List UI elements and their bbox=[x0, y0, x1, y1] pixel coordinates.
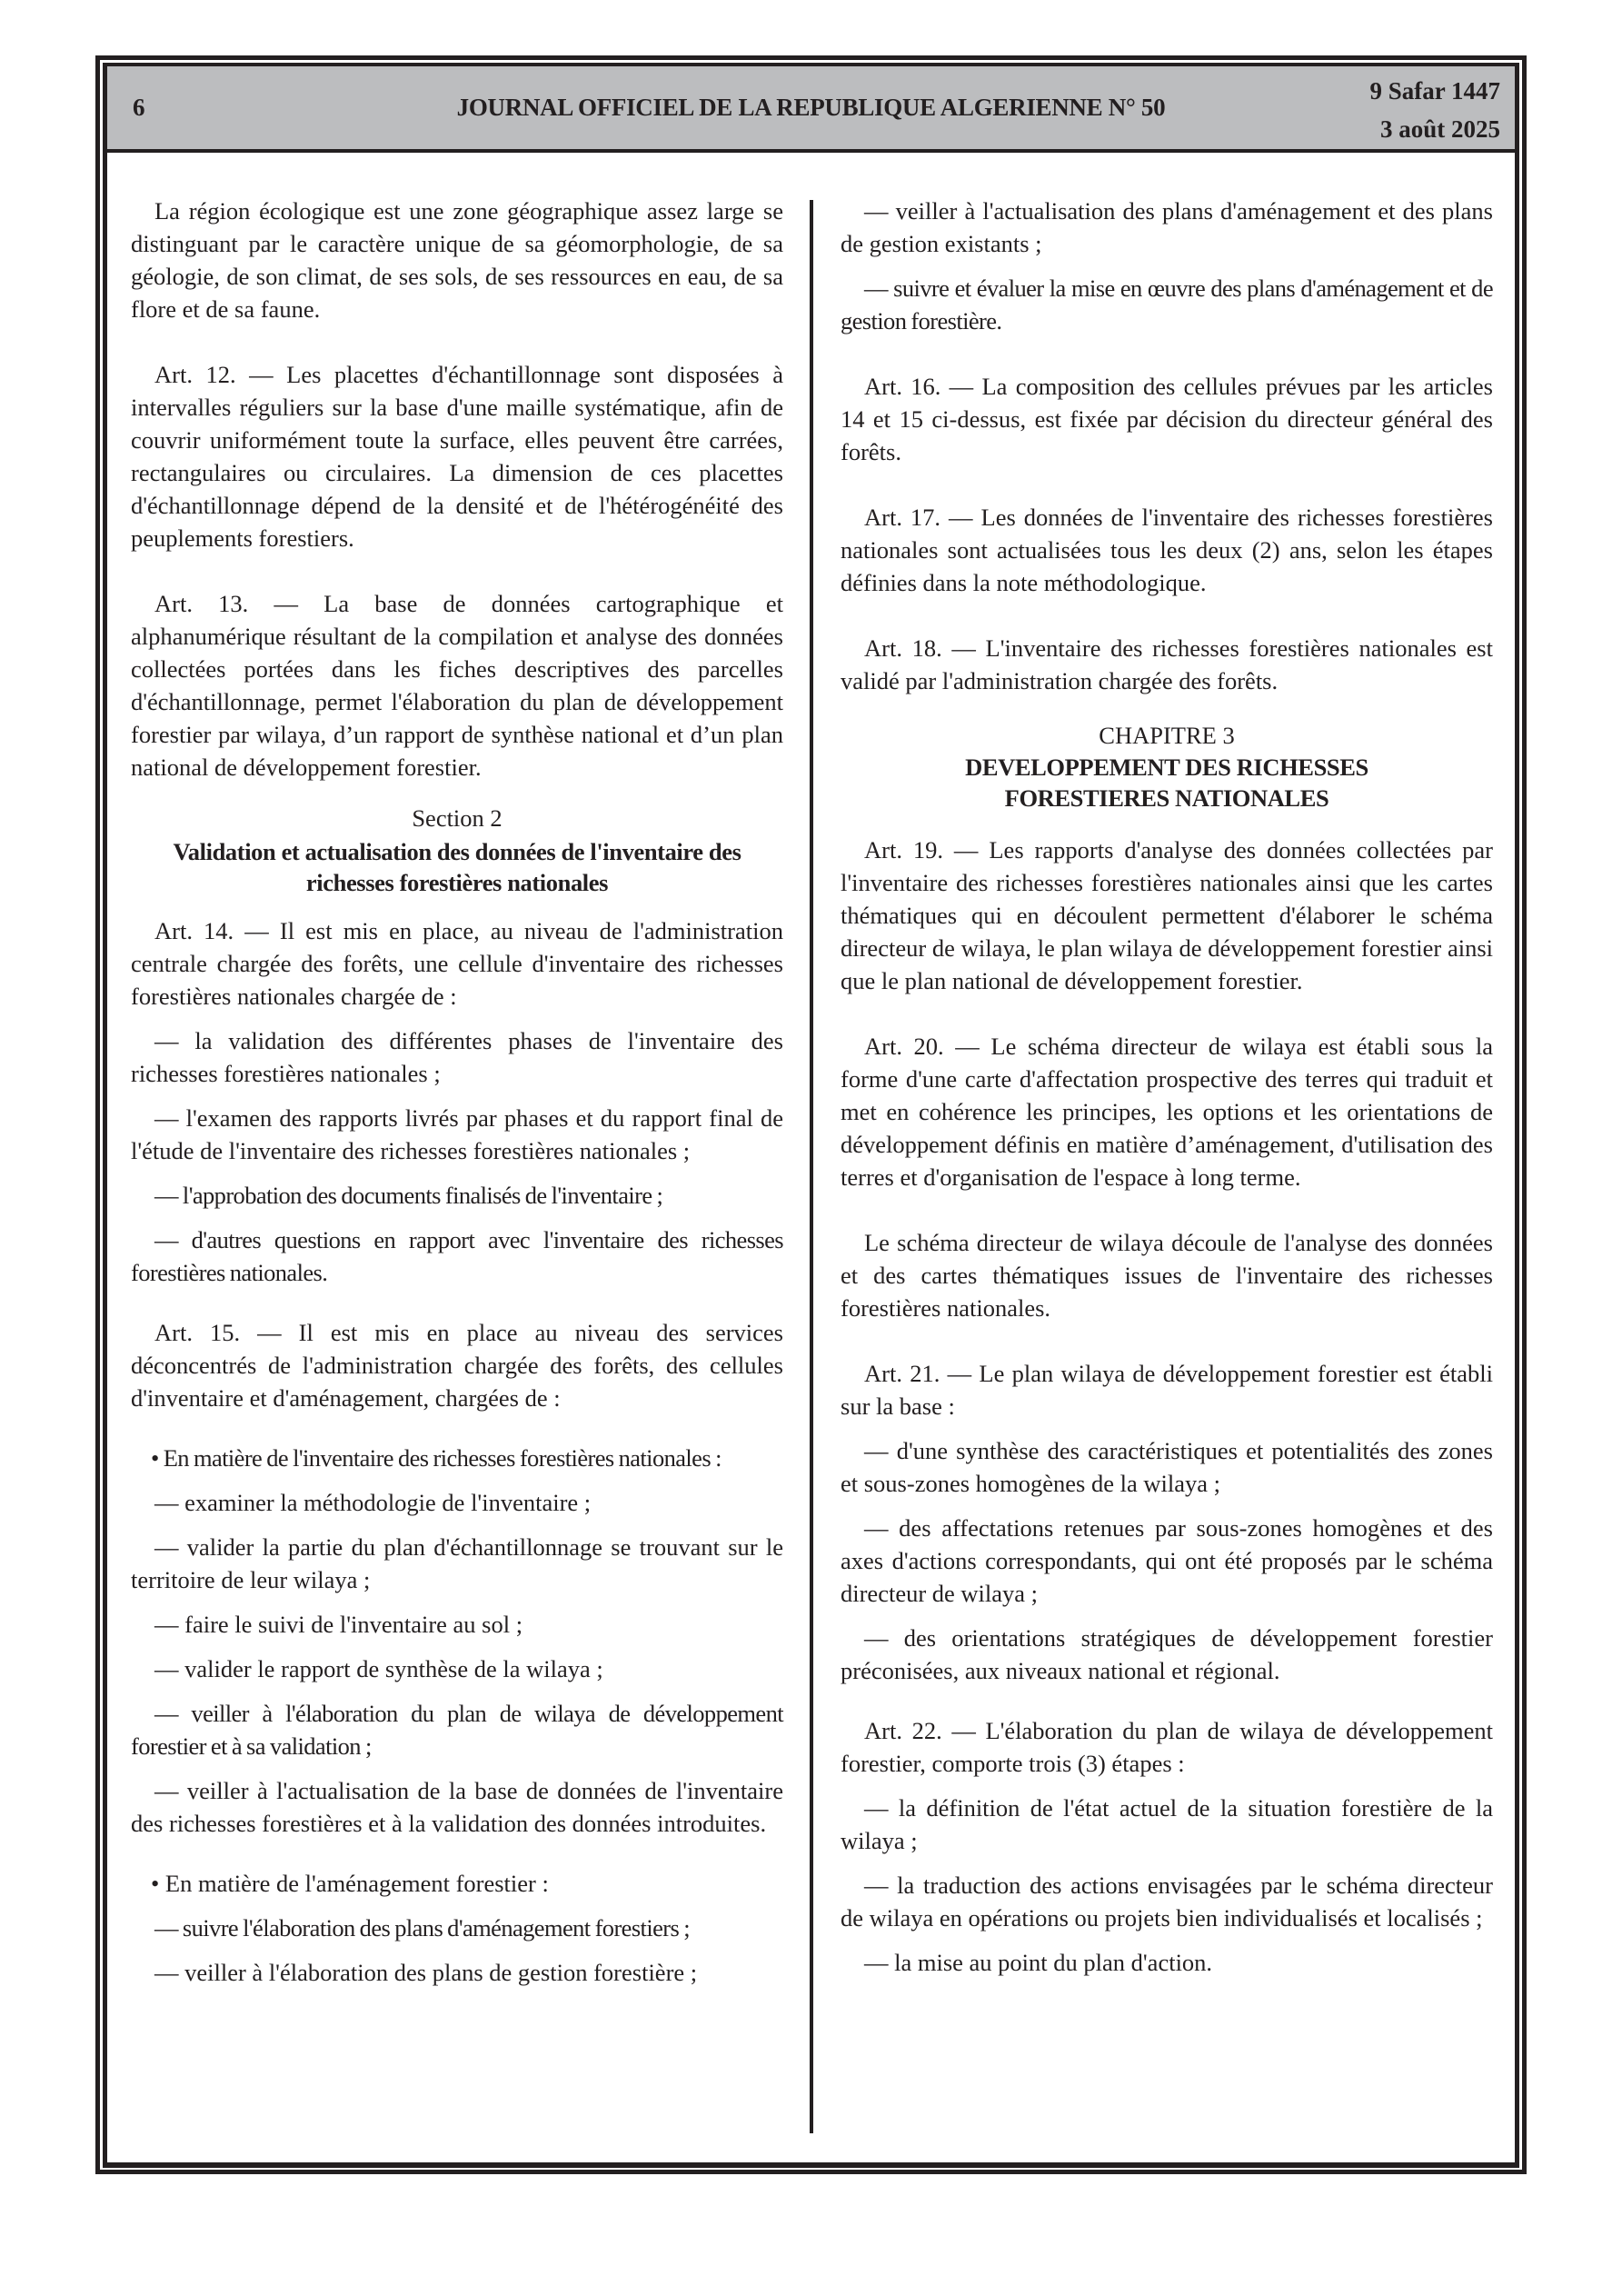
article-16: Art. 16. — La composition des cellules prévues par les articles 14 et 15 ci-dessus, est fixée par décision du directeur général des forêts. bbox=[841, 373, 1493, 465]
page-number: 6 bbox=[133, 94, 145, 121]
journal-title: JOURNAL OFFICIEL DE LA REPUBLIQUE ALGERIENNE N° 50 bbox=[456, 94, 1166, 121]
amenagement-item: — veiller à l'élaboration des plans de gestion forestière ; bbox=[154, 1959, 698, 1986]
article-17: Art. 17. — Les données de l'inventaire des richesses forestières nationales sont actualisées tous les deux (2) ans, selon les étapes définies dans la note méthodologique. bbox=[841, 504, 1493, 596]
left-column bbox=[131, 195, 783, 1989]
inventaire-item: — examiner la méthodologie de l'inventaire ; bbox=[154, 1489, 592, 1516]
chapter-title-line-2: FORESTIERES NATIONALES bbox=[1004, 784, 1329, 812]
article-20: Art. 20. — Le schéma directeur de wilaya est établi sous la forme d'une carte d'affectation prospective des terres qui traduit et met en cohérence les principes, les options et les orientations de développement définis en matière d’aménagement, d'utilisation des terres et d'organisation de l'espace à long terme. bbox=[841, 1033, 1493, 1191]
section-label: Section 2 bbox=[412, 804, 503, 832]
article-21-item: — des orientations stratégiques de développement forestier préconisées, aux niveaux national et régional. bbox=[841, 1624, 1493, 1684]
bullet-inventaire: • En matière de l'inventaire des richesses forestières nationales : bbox=[151, 1444, 721, 1472]
article-14-item: — d'autres questions en rapport avec l'inventaire des richesses forestières nationales. bbox=[131, 1226, 783, 1286]
right-column bbox=[841, 195, 1493, 1979]
inventaire-item: — faire le suivi de l'inventaire au sol ; bbox=[154, 1611, 523, 1638]
bullet-amenagement: • En matière de l'aménagement forestier : bbox=[151, 1870, 549, 1897]
article-14-item: — l'examen des rapports livrés par phases et du rapport final de l'étude de l'inventaire des richesses forestières nationales ; bbox=[131, 1104, 783, 1164]
article-22-item: — la mise au point du plan d'action. bbox=[864, 1949, 1213, 1976]
chapter-label: CHAPITRE 3 bbox=[1099, 722, 1235, 749]
article-20-paragraph-2: Le schéma directeur de wilaya découle de l'analyse des données et des cartes thématiques issues de l'inventaire des richesses forestières nationales. bbox=[841, 1229, 1493, 1322]
article-14-item: — l'approbation des documents finalisés de l'inventaire ; bbox=[154, 1182, 663, 1209]
article-14: Art. 14. — Il est mis en place, au niveau de l'administration centrale chargée des forêts, une cellule d'inventaire des richesses forestières nationales chargée de : bbox=[131, 917, 783, 1010]
column-divider bbox=[810, 200, 813, 2133]
article-19: Art. 19. — Les rapports d'analyse des données collectées par l'inventaire des richesses forestières nationales ainsi que les cartes thématiques qui en découlent permettent d'élaborer le schéma directeur de wilaya, le plan wilaya de développement forestier ainsi que le plan national de développement forestier. bbox=[841, 836, 1493, 994]
date-hijri: 9 Safar 1447 bbox=[1369, 77, 1500, 105]
amenagement-item: — veiller à l'actualisation des plans d'aménagement et des plans de gestion existants ; bbox=[841, 197, 1493, 257]
inventaire-item: — veiller à l'actualisation de la base de données de l'inventaire des richesses forestières et à la validation des données introduites. bbox=[131, 1777, 783, 1837]
article-21: Art. 21. — Le plan wilaya de développement forestier est établi sur la base : bbox=[841, 1360, 1493, 1420]
issue-date bbox=[1369, 72, 1500, 148]
article-12: Art. 12. — Les placettes d'échantillonnage sont disposées à intervalles réguliers sur la base d'une maille systématique, afin de couvrir uniformément toute la surface, elles peuvent être carrées, rectangulaires ou circulaires. La dimension de ces placettes d'échantillonnage dépend de la densité et de l'hétérogénéité des peuplements forestiers. bbox=[131, 361, 783, 552]
article-14-item: — la validation des différentes phases de l'inventaire des richesses forestières nationales ; bbox=[131, 1027, 783, 1087]
date-gregorian: 3 août 2025 bbox=[1379, 115, 1500, 143]
page-header bbox=[107, 66, 1515, 153]
inventaire-item: — valider la partie du plan d'échantillonnage se trouvant sur le territoire de leur wilaya ; bbox=[131, 1533, 783, 1593]
inventaire-item: — valider le rapport de synthèse de la wilaya ; bbox=[154, 1655, 603, 1682]
inventaire-item: — veiller à l'élaboration du plan de wilaya de développement forestier et à sa validation ; bbox=[131, 1700, 783, 1760]
article-21-item: — d'une synthèse des caractéristiques et potentialités des zones et sous-zones homogènes de la wilaya ; bbox=[841, 1437, 1493, 1497]
paragraph-region-ecologique: La région écologique est une zone géographique assez large se distinguant par le caractère unique de sa géomorphologie, de sa géologie, de son climat, de ses sols, de ses ressources en eau, de sa flore et de sa faune. bbox=[131, 197, 783, 323]
article-22-item: — la définition de l'état actuel de la situation forestière de la wilaya ; bbox=[841, 1794, 1493, 1854]
article-15: Art. 15. — Il est mis en place au niveau des services déconcentrés de l'administration chargée des forêts, des cellules d'inventaire et d'aménagement, chargées de : bbox=[131, 1319, 783, 1412]
article-22-item: — la traduction des actions envisagées par le schéma directeur de wilaya en opérations ou projets bien individualisés et localisés ; bbox=[841, 1872, 1493, 1932]
chapter-title-line-1: DEVELOPPEMENT DES RICHESSES bbox=[965, 754, 1368, 781]
amenagement-item: — suivre et évaluer la mise en œuvre des plans d'aménagement et de gestion forestière. bbox=[841, 275, 1493, 334]
article-21-item: — des affectations retenues par sous-zones homogènes et des axes d'actions correspondants, qui ont été proposés par le schéma directeur de wilaya ; bbox=[841, 1514, 1493, 1607]
amenagement-item: — suivre l'élaboration des plans d'aménagement forestiers ; bbox=[154, 1914, 690, 1942]
article-13: Art. 13. — La base de données cartographique et alphanumérique résultant de la compilation et analyse des données collectées portées dans les fiches descriptives des parcelles d'échantillonnage, permet l'élaboration du plan de développement forestier par wilaya, d’un rapport de synthèse national et d’un plan national de développement forestier. bbox=[131, 590, 783, 781]
article-22: Art. 22. — L'élaboration du plan de wilaya de développement forestier, comporte trois (3) étapes : bbox=[841, 1717, 1493, 1777]
section-title: Validation et actualisation des données de l'inventaire des richesses forestières nationales bbox=[173, 838, 741, 896]
article-18: Art. 18. — L'inventaire des richesses forestières nationales est validé par l'administration chargée des forêts. bbox=[841, 634, 1493, 694]
